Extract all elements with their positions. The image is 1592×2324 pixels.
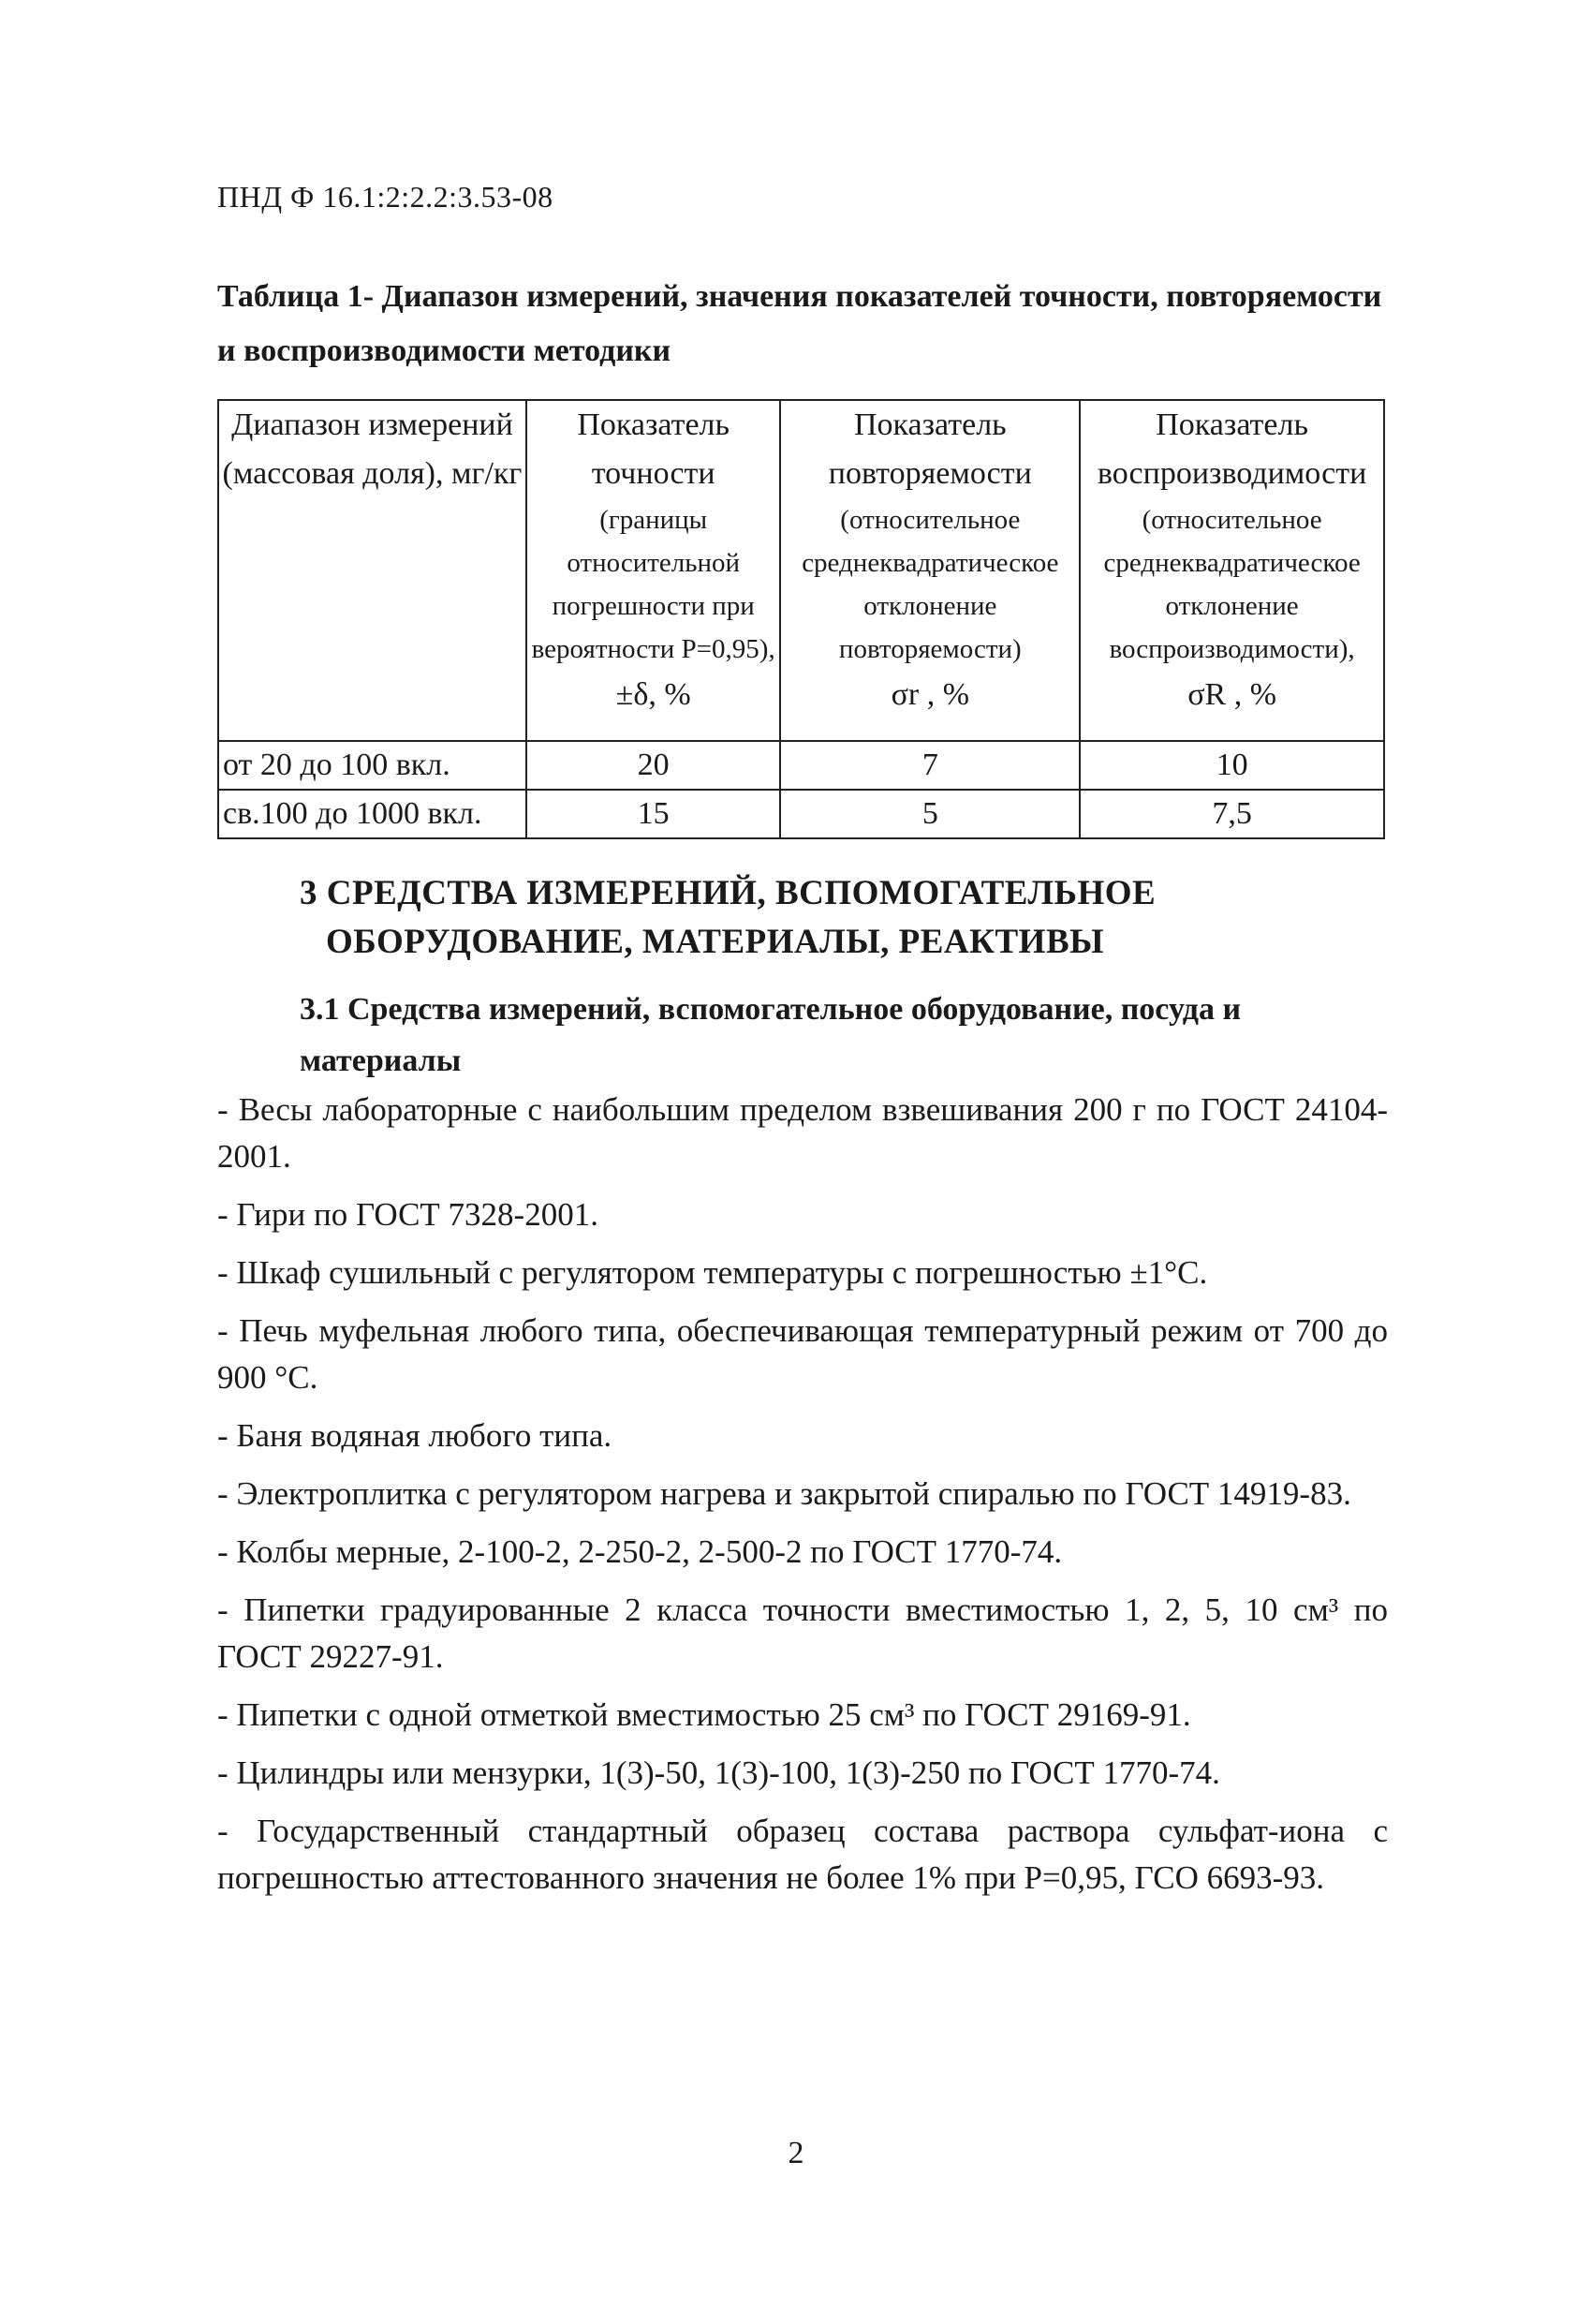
- page-number: 2: [788, 2136, 804, 2170]
- header-sub: (границы относительной погрешности при вероятности Р=0,95),: [531, 505, 775, 664]
- header-main: Показатель точности: [577, 407, 730, 491]
- header-cell-range: [218, 400, 526, 741]
- list-item: - Пипетки градуированные 2 класса точности вместимостью 1, 2, 5, 10 см³ по ГОСТ 29227-91.: [217, 1591, 1388, 1675]
- list-item: - Весы лабораторные с наибольшим пределом взвешивания 200 г по ГОСТ 24104-2001.: [217, 1091, 1388, 1175]
- document-code: ПНД Ф 16.1:2:2.2:3.53-08: [217, 180, 553, 214]
- table-cell: 5: [780, 790, 1080, 838]
- header-symbol: σr , %: [891, 677, 970, 712]
- section-title-line1: 3 СРЕДСТВА ИЗМЕРЕНИЙ, ВСПОМОГАТЕЛЬНОЕ: [300, 874, 1157, 912]
- header-symbol: σR , %: [1187, 677, 1277, 712]
- subsection-title: 3.1 Средства измерений, вспомогательное оборудование, посуда и материалы: [300, 992, 1242, 1078]
- table-cell: 10: [1080, 741, 1384, 790]
- equipment-list: [217, 1087, 1388, 1913]
- header-sub: (относительное среднеквадратическое отклонение воспроизводимости),: [1103, 505, 1361, 664]
- table-cell: 20: [526, 741, 781, 790]
- list-item: - Печь муфельная любого типа, обеспечивающая температурный режим от 700 до 900 °С.: [217, 1312, 1388, 1396]
- list-item: - Гири по ГОСТ 7328-2001.: [217, 1196, 598, 1233]
- header-symbol: ±δ, %: [615, 677, 691, 712]
- header-cell-repeatability: [780, 400, 1080, 741]
- list-item: - Пипетки с одной отметкой вместимостью 25 см³ по ГОСТ 29169-91.: [217, 1696, 1191, 1733]
- table-row: [218, 741, 1384, 790]
- table-cell: от 20 до 100 вкл.: [218, 741, 526, 790]
- header-cell-reproducibility: [1080, 400, 1384, 741]
- header-cell-accuracy: [526, 400, 781, 741]
- header-main: Показатель воспроизводимости: [1097, 407, 1367, 491]
- section-title: [300, 869, 1156, 967]
- list-item: - Цилиндры или мензурки, 1(3)-50, 1(3)-100, 1(3)-250 по ГОСТ 1770-74.: [217, 1754, 1220, 1791]
- section-title-line2: ОБОРУДОВАНИЕ, МАТЕРИАЛЫ, РЕАКТИВЫ: [326, 923, 1104, 961]
- header-main: Показатель повторяемости: [828, 407, 1032, 491]
- header-sub: (относительное среднеквадратическое отклонение повторяемости): [802, 505, 1059, 664]
- table-header-row: [218, 400, 1384, 741]
- accuracy-table: [217, 399, 1385, 839]
- list-item: - Государственный стандартный образец состава раствора сульфат-иона с погрешностью аттестованного значения не более 1% при Р=0,95, ГСО 6693-93.: [217, 1813, 1388, 1896]
- table-cell: 15: [526, 790, 781, 838]
- table-row: [218, 790, 1384, 838]
- table-caption: Таблица 1- Диапазон измерений, значения показателей точности, повторяемости и воспроизводимости методики: [217, 279, 1382, 368]
- list-item: - Шкаф сушильный с регулятором температуры с погрешностью ±1°С.: [217, 1254, 1208, 1291]
- table-cell: св.100 до 1000 вкл.: [218, 790, 526, 838]
- list-item: - Колбы мерные, 2-100-2, 2-250-2, 2-500-2 по ГОСТ 1770-74.: [217, 1533, 1063, 1570]
- table-cell: 7,5: [1080, 790, 1384, 838]
- table-cell: 7: [780, 741, 1080, 790]
- list-item: - Баня водяная любого типа.: [217, 1417, 612, 1454]
- list-item: - Электроплитка с регулятором нагрева и закрытой спиралью по ГОСТ 14919-83.: [217, 1475, 1351, 1512]
- header-main: Диапазон измерений (массовая доля), мг/кг: [222, 407, 523, 491]
